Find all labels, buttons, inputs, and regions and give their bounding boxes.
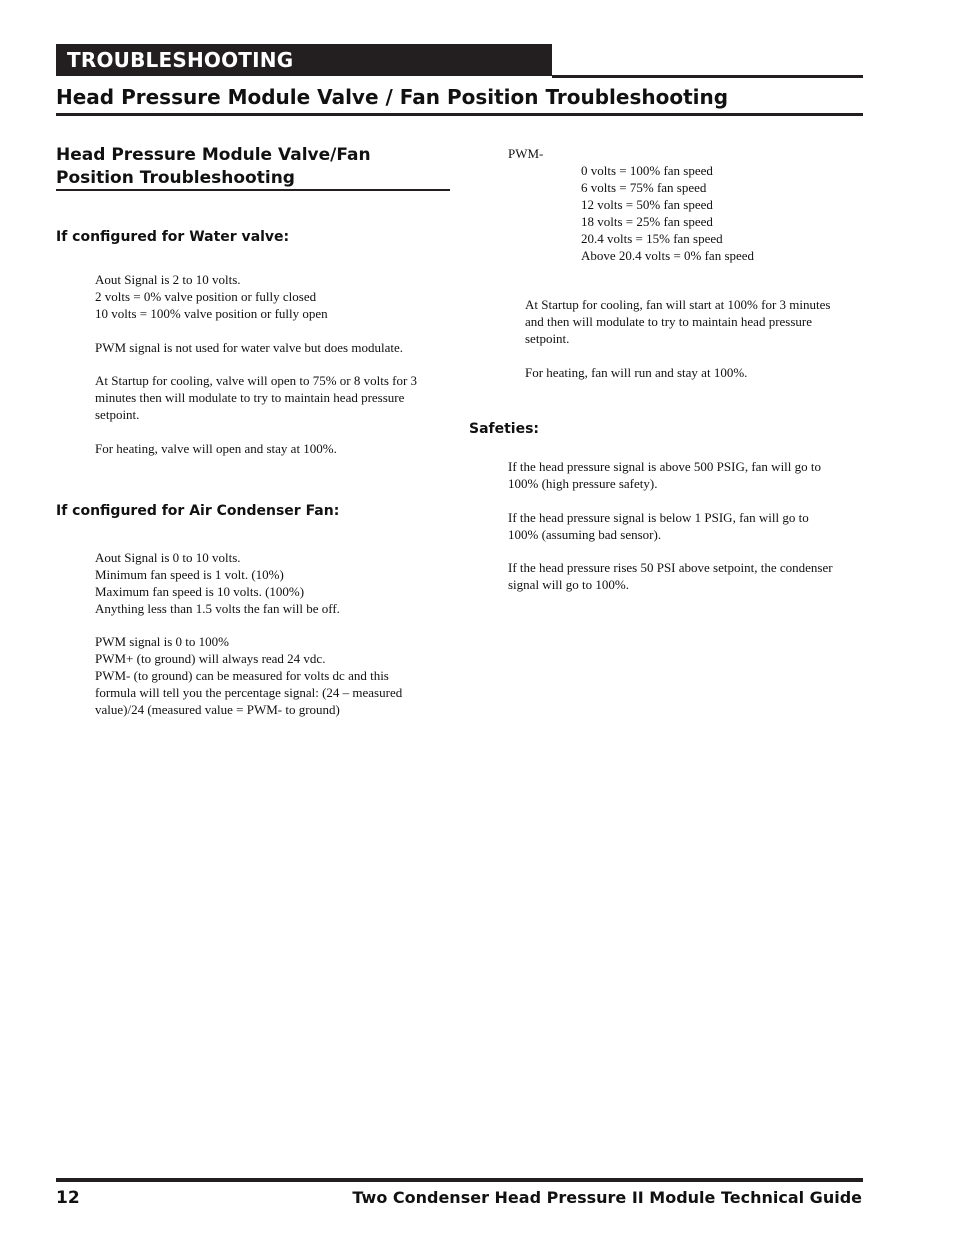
text-line: 100% (high pressure safety).: [508, 476, 658, 491]
text-line: PWM- (to ground) can be measured for volts dc and this: [95, 668, 389, 683]
text-line: 100% (assuming bad sensor).: [508, 527, 662, 542]
safety-setpoint-paragraph: [508, 559, 833, 593]
text-line: 10 volts = 100% valve position or fully open: [95, 306, 328, 321]
text-line: Anything less than 1.5 volts the fan will be off.: [95, 601, 340, 616]
text-line: If the head pressure rises 50 PSI above setpoint, the condenser: [508, 560, 833, 575]
water-pwm-paragraph: [95, 339, 403, 356]
fan-startup-paragraph: [525, 296, 830, 347]
pwm-table-row: 18 volts = 25% fan speed: [581, 214, 713, 229]
safety-high-pressure-paragraph: [508, 458, 821, 492]
section-title: [56, 144, 446, 190]
section-title-line: Head Pressure Module Valve/Fan: [56, 145, 371, 165]
section-title-rule: [56, 189, 450, 191]
text-line: Aout Signal is 0 to 10 volts.: [95, 550, 241, 565]
text-line: For heating, fan will run and stay at 100%.: [525, 365, 748, 380]
pwm-table-row: Above 20.4 volts = 0% fan speed: [581, 248, 755, 263]
text-line: Minimum fan speed is 1 volt. (10%): [95, 567, 284, 582]
page-title: Head Pressure Module Valve / Fan Position Troubleshooting: [56, 85, 729, 109]
text-line: signal will go to 100%.: [508, 577, 629, 592]
pwm-table-row: 0 volts = 100% fan speed: [581, 163, 713, 178]
pwm-table-row: 20.4 volts = 15% fan speed: [581, 231, 723, 246]
water-valve-heading: If configured for Water valve:: [56, 229, 290, 245]
text-line: For heating, valve will open and stay at 100%.: [95, 441, 337, 456]
text-line: PWM+ (to ground) will always read 24 vdc.: [95, 651, 326, 666]
water-startup-paragraph: [95, 372, 417, 423]
water-aout-paragraph: [95, 271, 328, 322]
page-number: 12: [56, 1188, 80, 1208]
text-line: value)/24 (measured value = PWM- to ground): [95, 702, 340, 717]
air-condenser-heading: If configured for Air Condenser Fan:: [56, 503, 340, 519]
text-line: If the head pressure signal is below 1 PSIG, fan will go to: [508, 510, 809, 525]
title-rule: [56, 113, 863, 116]
text-line: Aout Signal is 2 to 10 volts.: [95, 272, 241, 287]
pwm-table-row: 6 volts = 75% fan speed: [581, 180, 707, 195]
text-line: and then will modulate to try to maintain head pressure: [525, 314, 813, 329]
text-line: 2 volts = 0% valve position or fully closed: [95, 289, 317, 304]
text-line: Maximum fan speed is 10 volts. (100%): [95, 584, 305, 599]
air-pwm-paragraph: [95, 633, 402, 718]
pwm-label: PWM-: [508, 146, 544, 161]
footer-rule: [56, 1178, 863, 1182]
section-banner: TROUBLESHOOTING: [56, 44, 552, 76]
section-title-line: Position Troubleshooting: [56, 168, 295, 188]
text-line: PWM signal is not used for water valve but does modulate.: [95, 340, 403, 355]
text-line: At Startup for cooling, valve will open to 75% or 8 volts for 3: [95, 373, 418, 388]
text-line: PWM signal is 0 to 100%: [95, 634, 229, 649]
text-line: minutes then will modulate to try to maintain head pressure: [95, 390, 405, 405]
text-line: If the head pressure signal is above 500 PSIG, fan will go to: [508, 459, 822, 474]
safeties-heading: Safeties:: [469, 421, 540, 437]
safety-low-pressure-paragraph: [508, 509, 809, 543]
document-title: Two Condenser Head Pressure II Module Technical Guide: [352, 1188, 862, 1207]
air-aout-paragraph: [95, 549, 340, 617]
fan-heating-paragraph: [525, 364, 747, 381]
text-line: formula will tell you the percentage signal: (24 – measured: [95, 685, 403, 700]
header-rule: [552, 75, 863, 78]
text-line: setpoint.: [525, 331, 570, 346]
text-line: setpoint.: [95, 407, 140, 422]
pwm-table-row: 12 volts = 50% fan speed: [581, 197, 713, 212]
water-heating-paragraph: [95, 440, 337, 457]
text-line: At Startup for cooling, fan will start at 100% for 3 minutes: [525, 297, 831, 312]
pwm-fan-speed-table: [581, 162, 754, 264]
